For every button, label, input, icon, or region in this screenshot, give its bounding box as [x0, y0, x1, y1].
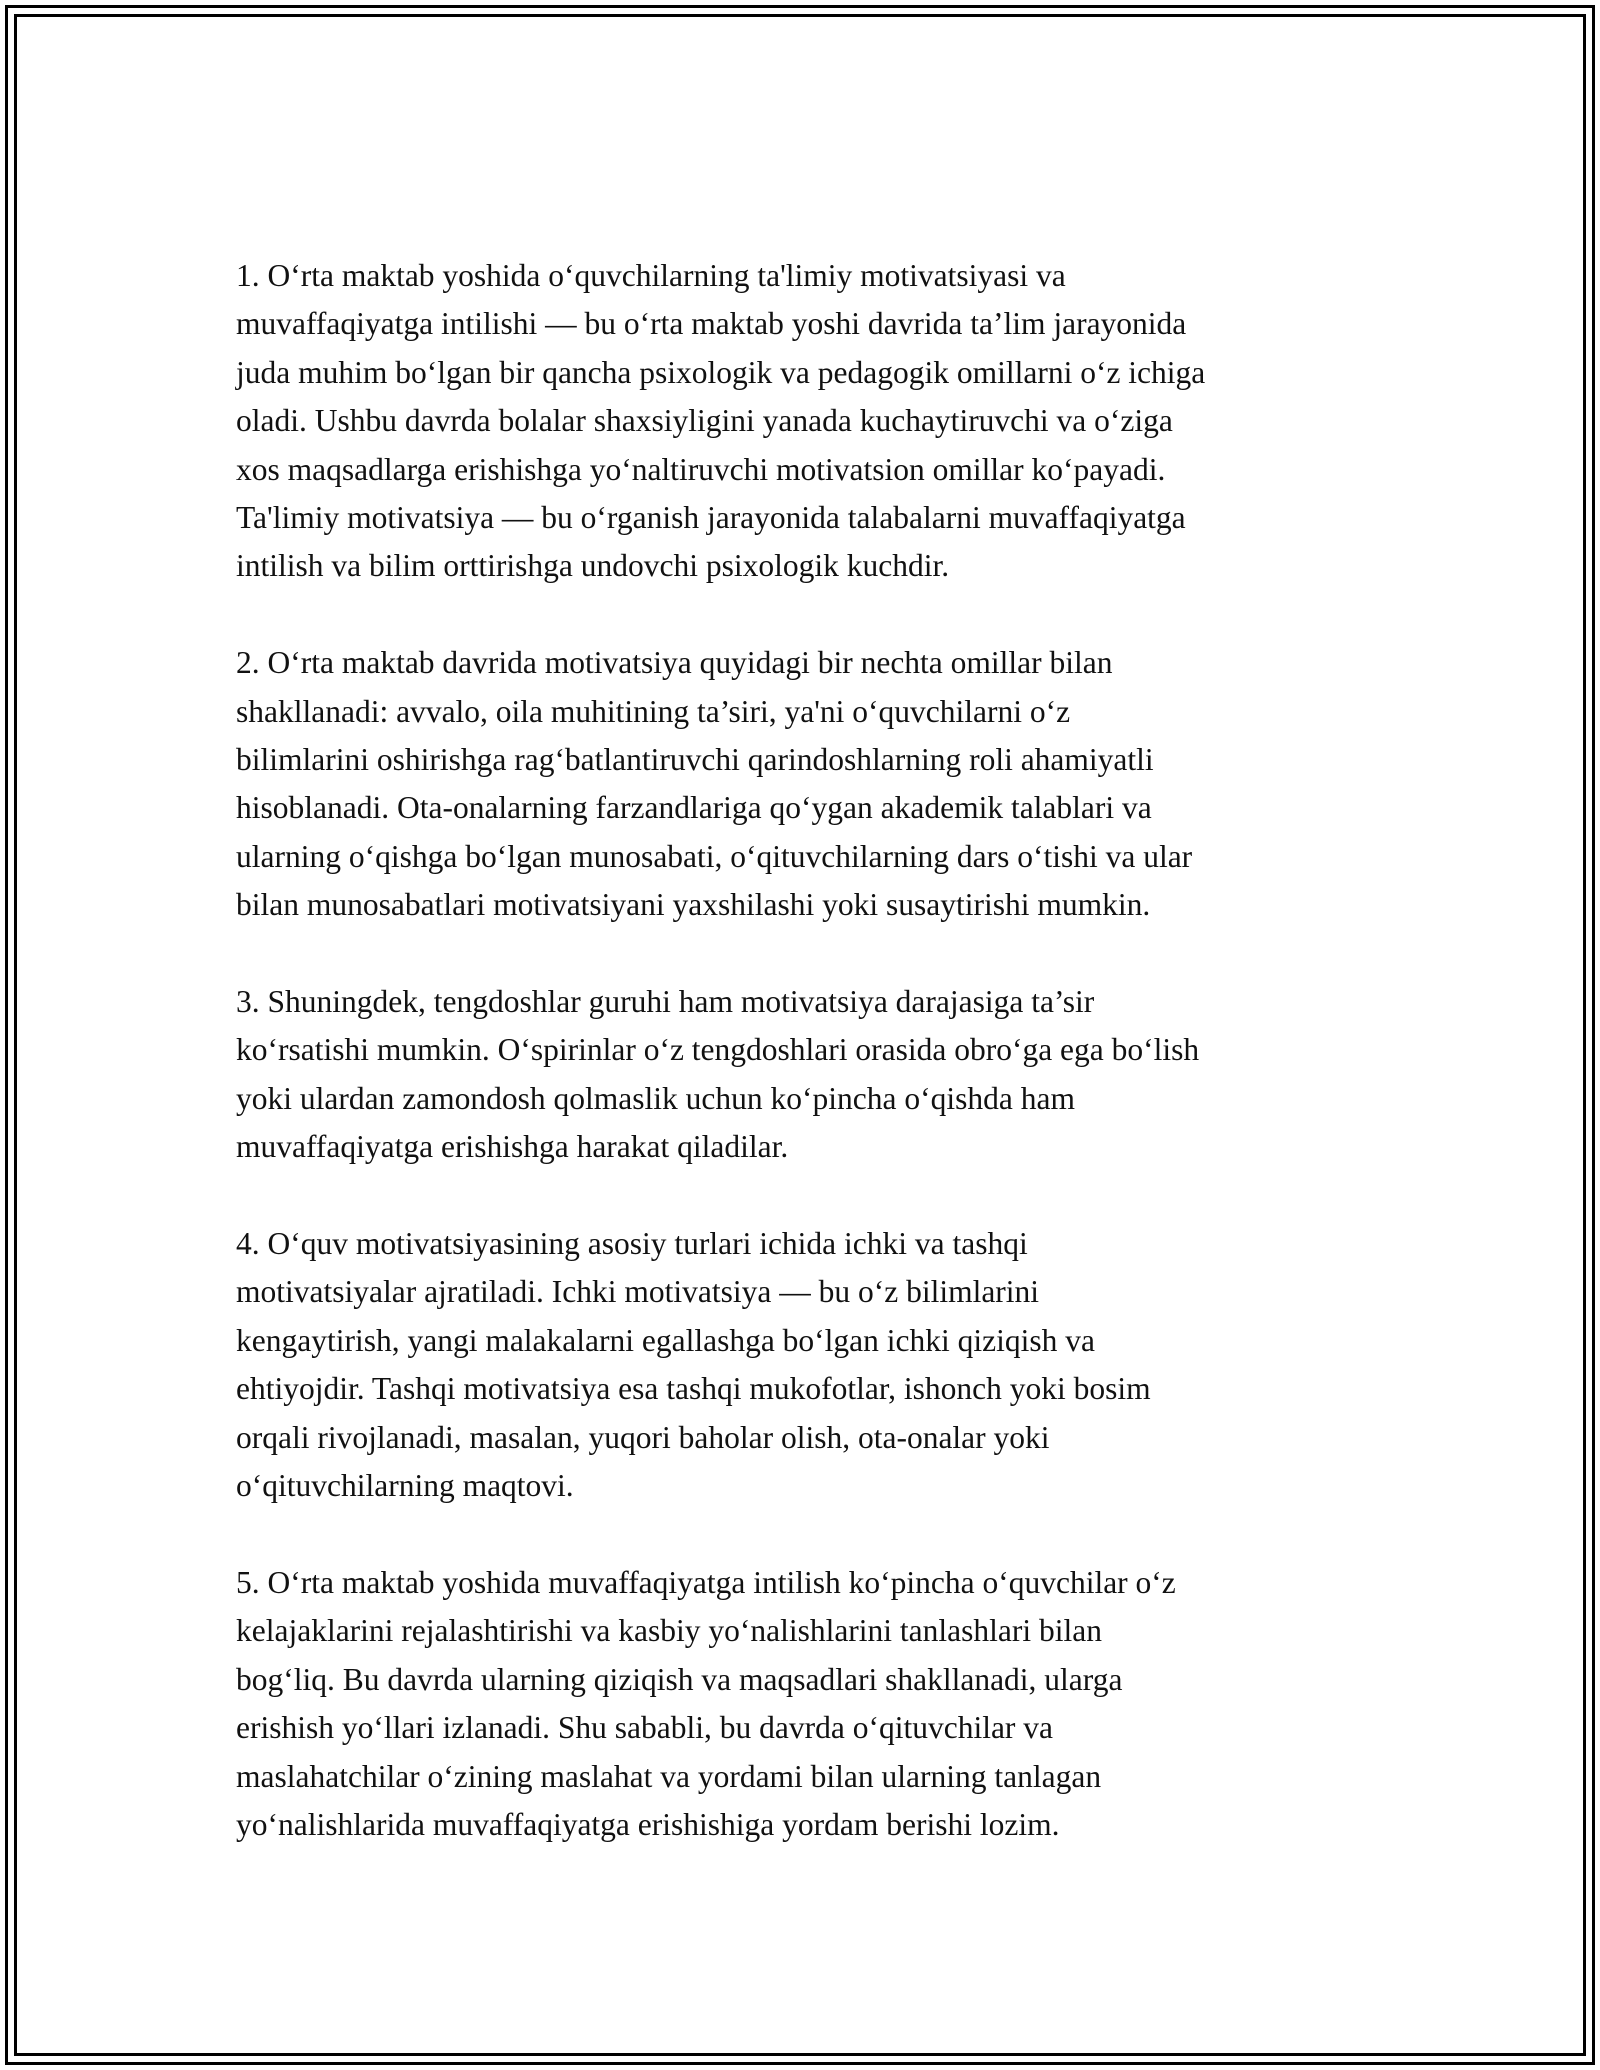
paragraph-2: 2. O‘rta maktab davrida motivatsiya quyidagi bir nechta omillar bilan shakllanadi: avvalo, oila muhitining ta’siri, ya'ni o‘quvchilarni o‘z bilimlarini oshirishga rag‘batlantiruvchi qarindoshlarning roli ahamiyatli hisoblanadi. Ota-onalarning farzandlariga qo‘ygan akademik talablari va ularning o‘qishga bo‘lgan munosabati, o‘qituvchilarning dars o‘tishi va ular bilan munosabatlari motivatsiyani yaxshilashi yoki susaytirishi mumkin.: [236, 645, 1193, 923]
paragraph-1: 1. O‘rta maktab yoshida o‘quvchilarning ta'limiy motivatsiyasi va muvaffaqiyatga intilishi — bu o‘rta maktab yoshi davrida ta’lim jarayonida juda muhim bo‘lgan bir qancha psixologik va pedagogik omillarni o‘z ichiga oladi. Ushbu davrda bolalar shaxsiyligini yanada kuchaytiruvchi va o‘ziga xos maqsadlarga erishishga yo‘naltiruvchi motivatsion omillar ko‘payadi. Ta'limiy motivatsiya — bu o‘rganish jarayonida talabalarni muvaffaqiyatga intilish va bilim orttirishga undovchi psixologik kuchdir.: [236, 258, 1206, 584]
paragraph-4: 4. O‘quv motivatsiyasining asosiy turlari ichida ichki va tashqi motivatsiyalar ajratiladi. Ichki motivatsiya — bu o‘z bilimlarini kengaytirish, yangi malakalarni egallashga bo‘lgan ichki qiziqish va ehtiyojdir. Tashqi motivatsiya esa tashqi mukofotlar, ishonch yoki bosim orqali rivojlanadi, masalan, yuqori baholar olish, ota-onalar yoki o‘qituvchilarning maqtovi.: [236, 1226, 1151, 1504]
paragraph-3: 3. Shuningdek, tengdoshlar guruhi ham motivatsiya darajasiga ta’sir ko‘rsatishi mumkin. O‘spirinlar o‘z tengdoshlari orasida obro‘ga ega bo‘lish yoki ulardan zamondosh qolmaslik uchun ko‘pincha o‘qishda ham muvaffaqiyatga erishishga harakat qiladilar.: [236, 984, 1200, 1165]
document-body: [236, 252, 1416, 1898]
paragraph-5: 5. O‘rta maktab yoshida muvaffaqiyatga intilish ko‘pincha o‘quvchilar o‘z kelajaklarini rejalashtirishi va kasbiy yo‘nalishlarini tanlashlari bilan bog‘liq. Bu davrda ularning qiziqish va maqsadlari shakllanadi, ularga erishish yo‘llari izlanadi. Shu sababli, bu davrda o‘qituvchilar va maslahatchilar o‘zining maslahat va yordami bilan ularning tanlagan yo‘nalishlarida muvaffaqiyatga erishishiga yordam berishi lozim.: [236, 1564, 1176, 1842]
